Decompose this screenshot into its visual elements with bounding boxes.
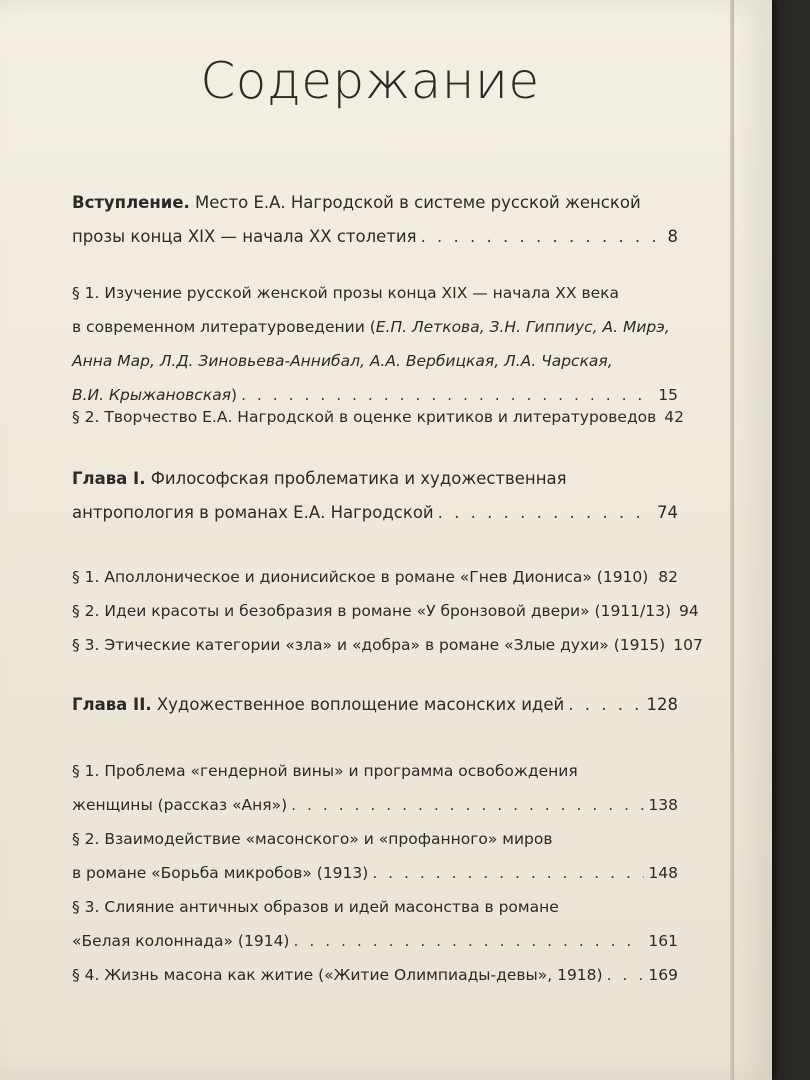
- toc-entry-section: [72, 594, 699, 628]
- dot-leader: [607, 958, 645, 992]
- entry-title-line: Художественное воплощение масонских идей: [156, 695, 565, 714]
- entry-title-line: в современном литературоведении (: [72, 318, 376, 336]
- entry-title-line: Слияние античных образов и идей масонства в романе: [104, 898, 559, 916]
- entry-title-line: Жизнь масона как житие («Житие Олимпиады-девы», 1918): [104, 966, 603, 984]
- entry-title-line: Этические категории «зла» и «добра» в романе «Злые духи» (1915): [104, 636, 666, 654]
- dot-leader: [652, 560, 654, 594]
- page-number: 138: [648, 796, 678, 814]
- page-edge: [730, 0, 734, 1080]
- toc-entry-introduction: [72, 186, 678, 254]
- entry-label: § 2.: [72, 408, 100, 426]
- page-number: 128: [646, 695, 678, 714]
- toc-entry-chapter: [72, 688, 678, 722]
- entry-label: § 2.: [72, 602, 100, 620]
- dot-leader: [438, 496, 653, 530]
- page-number: 148: [648, 864, 678, 882]
- dot-leader: [372, 856, 644, 890]
- toc-entry-section: [72, 400, 685, 434]
- entry-title-line: антропология в романах Е.А. Нагродской: [72, 503, 434, 522]
- entry-title-line: Место Е.А. Нагродской в системе русской женской: [195, 193, 641, 212]
- entry-label: § 3.: [72, 636, 100, 654]
- dot-leader: [568, 688, 642, 722]
- entry-label: Глава I.: [72, 469, 146, 488]
- entry-title-italic: В.И. Крыжановская: [72, 386, 232, 404]
- entry-title-line: Идеи красоты и безобразия в романе «У бронзовой двери» (1911/13): [104, 602, 672, 620]
- page-number: 74: [657, 503, 678, 522]
- toc-entry-section: [72, 754, 678, 822]
- page-number: 15: [658, 386, 678, 404]
- page-number: 161: [648, 932, 678, 950]
- entry-title-line: Взаимодействие «масонского» и «профанного» миров: [104, 830, 553, 848]
- entry-title-line: прозы конца XIX — начала XX столетия: [72, 227, 417, 246]
- entry-title-line: Творчество Е.А. Нагродской в оценке критиков и литературоведов: [104, 408, 657, 426]
- page-title: Содержание: [200, 52, 540, 110]
- entry-title-line: Философская проблематика и художественная: [150, 469, 567, 488]
- dot-leader: [293, 924, 644, 958]
- page-number: 107: [673, 636, 703, 654]
- entry-title-line: в романе «Борьба микробов» (1913): [72, 864, 369, 882]
- page-number: 169: [648, 966, 678, 984]
- entry-label: § 2.: [72, 830, 100, 848]
- entry-label: Глава II.: [72, 695, 152, 714]
- entry-label: Вступление.: [72, 193, 190, 212]
- entry-label: § 3.: [72, 898, 100, 916]
- toc-entry-section: [72, 958, 678, 992]
- entry-label: § 1.: [72, 568, 100, 586]
- entry-title-line: Изучение русской женской прозы конца XIX — начала XX века: [104, 284, 619, 302]
- dot-leader: [291, 788, 644, 822]
- entry-title-line: Аполлоническое и дионисийское в романе «Гнев Диониса» (1910): [104, 568, 649, 586]
- entry-label: § 1.: [72, 284, 100, 302]
- entry-label: § 1.: [72, 762, 100, 780]
- entry-title-line: «Белая колоннада» (1914): [72, 932, 290, 950]
- dot-leader: [421, 220, 664, 254]
- toc-entry-section: [72, 276, 678, 412]
- entry-label: § 4.: [72, 966, 100, 984]
- page-number: 82: [658, 568, 678, 586]
- toc-entry-section: [72, 628, 703, 662]
- entry-title-line: Проблема «гендерной вины» и программа освобождения: [104, 762, 578, 780]
- toc-entry-section: [72, 560, 678, 594]
- entry-title-italic: Е.П. Леткова, З.Н. Гиппиус, А. Мирэ,: [375, 318, 670, 336]
- page-number: 42: [664, 408, 685, 426]
- entry-title-line: ): [231, 386, 238, 404]
- entry-title-italic: Анна Мар, Л.Д. Зиновьева-Аннибал, А.А. Вербицкая, Л.А. Чарская,: [72, 352, 613, 370]
- entry-title-line: женщины (рассказ «Аня»): [72, 796, 288, 814]
- toc-entry-chapter: [72, 462, 678, 530]
- toc-entry-section: [72, 822, 678, 890]
- toc-entry-section: [72, 890, 678, 958]
- page-number: 94: [679, 602, 699, 620]
- page-number: 8: [667, 227, 678, 246]
